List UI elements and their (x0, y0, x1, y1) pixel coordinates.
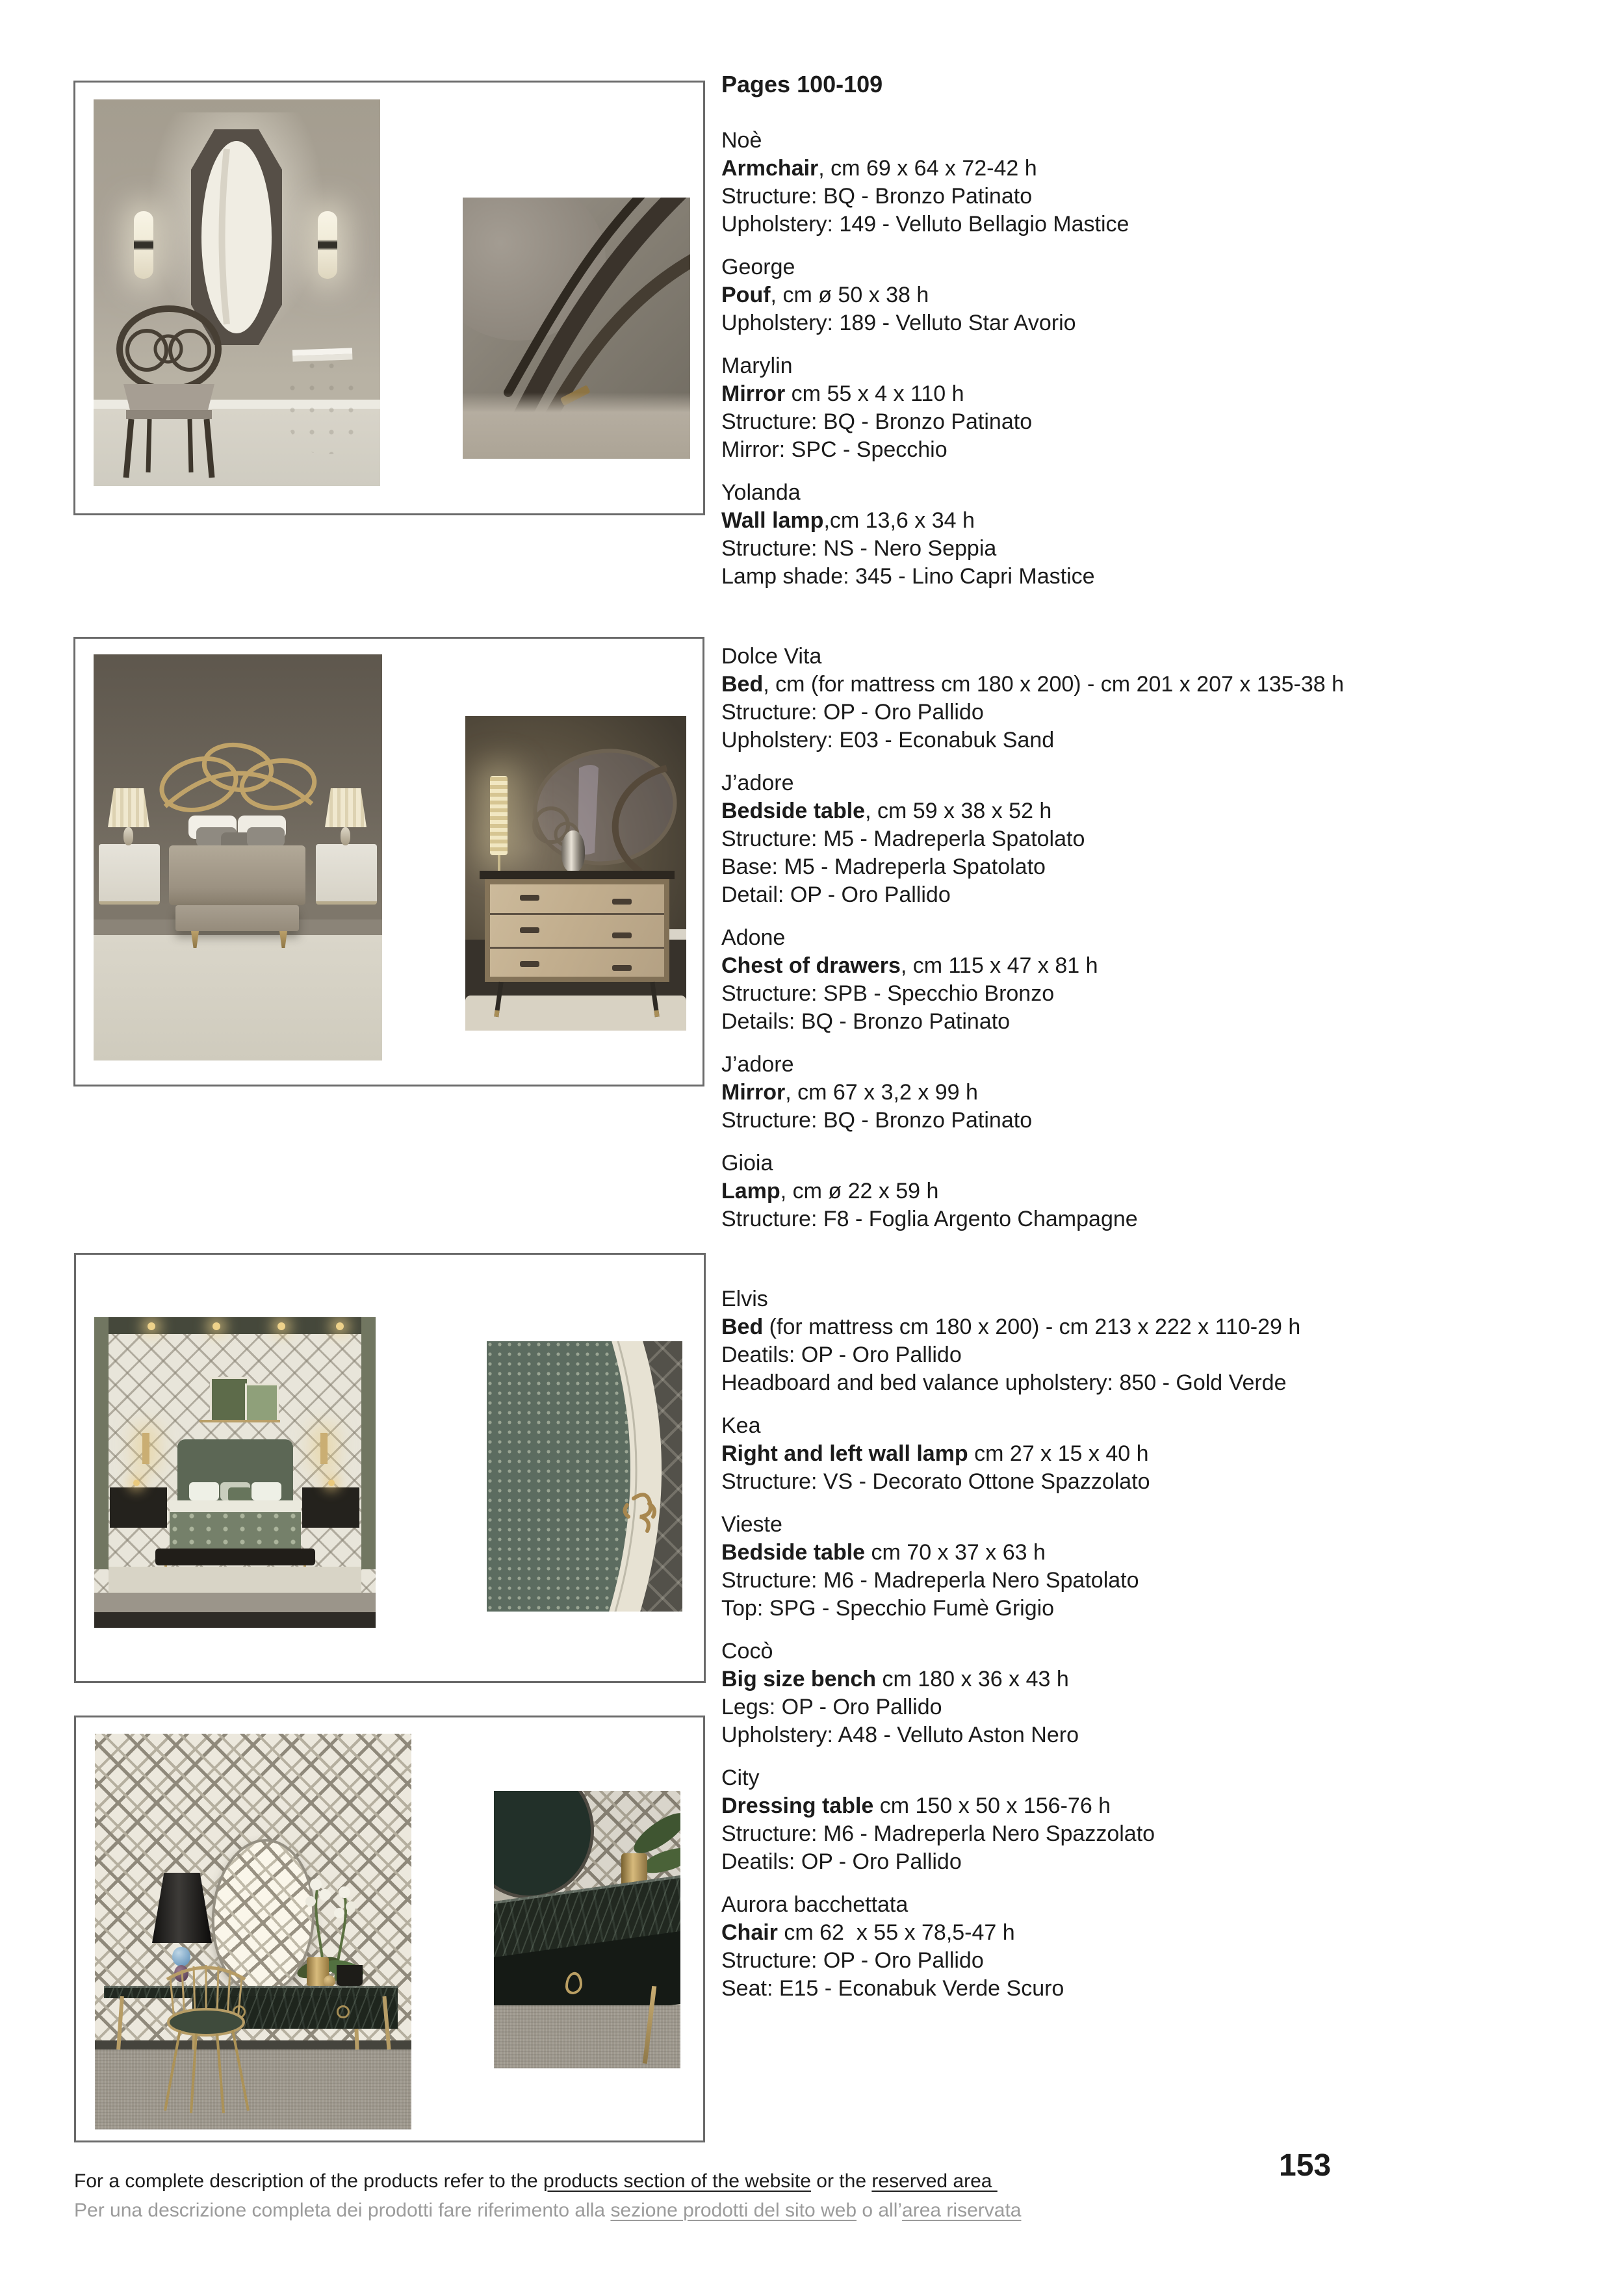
drawer-handle (520, 895, 539, 901)
nightstand-right (302, 1487, 359, 1528)
footer-it-text: o all’ (857, 2200, 903, 2221)
ceiling-light (148, 1322, 155, 1330)
product-detail: Structure: M6 - Madreperla Nero Spatolato (721, 1568, 1139, 1593)
product-dims (721, 281, 1521, 309)
product-name: Elvis (721, 1287, 768, 1311)
product-gioia-lamp (721, 1150, 1521, 1233)
product-aurora-chair (721, 1891, 1521, 2003)
link-products-section[interactable]: products section of the website (543, 2170, 811, 2192)
drawer-divider-2 (490, 947, 664, 949)
pillow (189, 1482, 219, 1500)
wall-art-1 (210, 1377, 249, 1422)
product-detail: Headboard and bed valance upholstery: 850 - Gold Verde (721, 1370, 1287, 1395)
product-dims (721, 1440, 1521, 1468)
ceiling-light (213, 1322, 220, 1330)
drawer-handle (612, 965, 632, 971)
bed-blanket-floral (170, 1512, 301, 1550)
product-detail: Structure: VS - Decorato Ottone Spazzolato (721, 1469, 1150, 1494)
product-detail: Upholstery: 189 - Velluto Star Avorio (721, 311, 1076, 335)
coco-bench (155, 1549, 315, 1565)
drawer-handle (612, 932, 632, 938)
product-name: Yolanda (721, 480, 801, 505)
product-type: Big size bench (721, 1667, 877, 1691)
product-name: Dolce Vita (721, 644, 822, 669)
product-type: Right and left wall lamp (721, 1441, 968, 1466)
product-kea-wall-lamp (721, 1412, 1521, 1496)
drawer-handle-ring (337, 2005, 350, 2018)
table-leg (354, 2029, 359, 2050)
wall-art-2 (245, 1383, 279, 1422)
product-detail: Upholstery: E03 - Econabuk Sand (721, 728, 1055, 752)
product-detail: Deatils: OP - Oro Pallido (721, 1343, 962, 1367)
nightstand-left (99, 844, 160, 905)
product-detail: Upholstery: A48 - Velluto Aston Nero (721, 1723, 1079, 1747)
wall-sconce-left (134, 211, 153, 279)
ceiling-band (109, 1317, 361, 1334)
photo-elvis-headboard-detail (487, 1341, 682, 1612)
kea-wall-lamp-left (142, 1433, 149, 1464)
lamp-shade-cone (152, 1873, 212, 1943)
product-detail: Seat: E15 - Econabuk Verde Scuro (721, 1976, 1064, 2001)
product-size: cm 70 x 37 x 63 h (865, 1540, 1046, 1565)
kea-wall-lamp-right (320, 1433, 328, 1464)
footer-en-text: or the (810, 2170, 872, 2192)
product-type: Pouf (721, 283, 771, 307)
product-detail: Structure: BQ - Bronzo Patinato (721, 409, 1033, 434)
product-size: , cm ø 22 x 59 h (780, 1179, 939, 1203)
pages-range-heading: Pages 100-109 (721, 71, 883, 97)
pillow-green (228, 1487, 251, 1502)
product-detail: Structure: M6 - Madreperla Nero Spazzolato (721, 1821, 1155, 1846)
nightstand-lamp-right (328, 1480, 335, 1486)
product-detail: Legs: OP - Oro Pallido (721, 1695, 942, 1719)
chest-body (485, 879, 669, 982)
ceiling-light (277, 1322, 285, 1330)
product-type: Dressing table (721, 1793, 874, 1818)
drawer-handle (612, 899, 632, 905)
product-type: Bedside table (721, 799, 866, 823)
product-size: ,cm 13,6 x 34 h (823, 508, 975, 533)
product-name: Aurora bacchettata (721, 1892, 909, 1917)
books-stack (292, 348, 352, 355)
product-size: , cm 115 x 47 x 81 h (900, 953, 1098, 978)
product-name: George (721, 255, 795, 279)
headboard-quilt-detail (487, 1341, 682, 1612)
wall-green-left (94, 1317, 109, 1569)
photo-box-2 (73, 637, 704, 1086)
product-dims (721, 1792, 1521, 1820)
product-jadore-mirror (721, 1051, 1521, 1135)
product-size: (for mattress cm 180 x 200) - cm 213 x 222 x 110-29 h (763, 1315, 1301, 1339)
product-coco-bench (721, 1638, 1521, 1749)
product-dims (721, 1539, 1521, 1567)
product-noe-armchair (721, 127, 1521, 238)
drawer-handle-drop (565, 1971, 582, 1996)
drawer-handle (520, 961, 539, 967)
product-dims (721, 671, 1521, 699)
link-area-riservata[interactable]: area riservata (902, 2200, 1022, 2221)
ceiling-light (336, 1322, 344, 1330)
product-type: Chest of drawers (721, 953, 901, 978)
product-size: cm 55 x 4 x 110 h (785, 381, 964, 406)
photo-box-4 (74, 1716, 705, 2142)
product-name: Marylin (721, 353, 793, 378)
product-name: Kea (721, 1413, 761, 1438)
product-name: City (721, 1766, 760, 1790)
footer-line-en (74, 2166, 1309, 2196)
product-dims (721, 1919, 1521, 1947)
product-detail: Lamp shade: 345 - Lino Capri Mastice (721, 564, 1095, 589)
product-dims (721, 155, 1521, 183)
product-size: , cm (for mattress cm 180 x 200) - cm 201 x 207 x 135-38 h (763, 672, 1345, 697)
section-elvis-group (721, 1285, 1521, 2018)
product-size: , cm 69 x 64 x 72-42 h (818, 156, 1037, 181)
product-size: cm 150 x 50 x 156-76 h (873, 1793, 1111, 1818)
product-dims (721, 1079, 1521, 1107)
product-detail: Deatils: OP - Oro Pallido (721, 1849, 962, 1874)
carpet (463, 392, 690, 459)
wall-green-right (361, 1317, 376, 1569)
aurora-chair (151, 1960, 261, 2116)
product-detail: Structure: F8 - Foglia Argento Champagne (721, 1207, 1138, 1231)
drawer-handle (520, 927, 539, 933)
bed-blanket (169, 845, 305, 905)
product-name: Adone (721, 925, 786, 950)
product-detail: Structure: BQ - Bronzo Patinato (721, 1108, 1033, 1133)
nightstand-right (316, 844, 377, 905)
pillow (251, 1482, 281, 1500)
photo-city-table-detail (494, 1791, 680, 2068)
rug-light (109, 1567, 361, 1593)
product-type: Bed (721, 1315, 764, 1339)
product-detail: Mirror: SPC - Specchio (721, 437, 947, 462)
carpet (94, 935, 382, 1060)
product-type: Bedside table (721, 1540, 866, 1565)
table-lamp-right-shade (325, 788, 367, 827)
section-pages-100-109 (721, 70, 1521, 606)
product-type: Mirror (721, 381, 786, 406)
product-size: cm 27 x 15 x 40 h (968, 1441, 1149, 1466)
product-dims (721, 797, 1521, 825)
page-number: 153 (1279, 2148, 1332, 2183)
product-adone-chest (721, 924, 1521, 1036)
product-type: Mirror (721, 1080, 786, 1105)
product-dolcevita-bed (721, 643, 1521, 754)
table-lamp-left-shade (108, 788, 149, 827)
product-detail: Structure: OP - Oro Pallido (721, 1948, 984, 1973)
product-name: Vieste (721, 1512, 782, 1537)
pillow-gray-right (247, 827, 285, 847)
product-jadore-bedside-table (721, 769, 1521, 909)
section-dolce-vita-group (721, 643, 1521, 1248)
product-type: Bed (721, 672, 764, 697)
product-size: , cm ø 50 x 38 h (770, 283, 929, 307)
nightstand-left (110, 1487, 167, 1528)
product-elvis-bed (721, 1285, 1521, 1397)
product-type: Armchair (721, 156, 819, 181)
table-lamp-left-base (123, 827, 133, 845)
photo-adone-chest (465, 716, 686, 1031)
shelf (200, 1420, 280, 1422)
product-dims (721, 952, 1521, 980)
photo-dolcevita-bedroom (94, 654, 382, 1060)
product-name: J’adore (721, 1052, 794, 1077)
footer-line-it (74, 2196, 1309, 2225)
product-name: Noè (721, 128, 762, 153)
product-marylin-mirror (721, 352, 1521, 464)
bed-base (175, 905, 299, 931)
product-detail: Structure: M5 - Madreperla Spatolato (721, 827, 1085, 851)
product-detail: Upholstery: 149 - Velluto Bellagio Mastice (721, 212, 1129, 237)
armchair (104, 298, 240, 484)
rug-gray (94, 1593, 376, 1612)
floor-dark-strip (94, 1612, 376, 1628)
orchid-pot (337, 1965, 363, 1986)
product-name: Cocò (721, 1639, 773, 1664)
product-size: cm 62 x 55 x 78,5-47 h (777, 1920, 1015, 1945)
crystal-lamp (490, 776, 508, 855)
link-sezione-prodotti[interactable]: sezione prodotti del sito web (610, 2200, 857, 2221)
footer (74, 2166, 1309, 2225)
product-dims (721, 1313, 1521, 1341)
product-city-dressing-table (721, 1764, 1521, 1876)
photo-box-1 (73, 81, 705, 515)
photo-city-dressing-room (95, 1734, 411, 2129)
product-dims (721, 1665, 1521, 1693)
product-george-pouf (721, 253, 1521, 337)
table-lamp-right-base (341, 827, 350, 845)
product-detail: Top: SPG - Specchio Fumè Grigio (721, 1596, 1055, 1621)
photo-box-3 (74, 1253, 706, 1683)
product-dims (721, 380, 1521, 408)
product-size: , cm 59 x 38 x 52 h (865, 799, 1052, 823)
vase (561, 830, 585, 872)
footer-it-text: Per una descrizione completa dei prodotti fare riferimento alla (74, 2200, 611, 2221)
wall-sconce-right (318, 211, 337, 279)
link-reserved-area[interactable]: reserved area (871, 2170, 998, 2192)
product-size: , cm 67 x 3,2 x 99 h (785, 1080, 978, 1105)
photo-noe-room (94, 99, 380, 486)
footer-en-text: For a complete description of the products refer to the (74, 2170, 544, 2192)
product-detail: Structure: OP - Oro Pallido (721, 700, 984, 725)
photo-armchair-detail (463, 198, 690, 459)
product-dims (721, 1177, 1521, 1205)
product-detail: Structure: BQ - Bronzo Patinato (721, 184, 1033, 209)
product-name: J’adore (721, 771, 794, 795)
product-detail: Details: BQ - Bronzo Patinato (721, 1009, 1011, 1034)
product-vieste-bedside-table (721, 1511, 1521, 1623)
nightstand-lamp-left (133, 1480, 140, 1486)
chest-top (480, 871, 675, 879)
product-type: Chair (721, 1920, 778, 1945)
gold-swirl-headboard (152, 727, 324, 826)
photo-elvis-bedroom (94, 1317, 376, 1628)
product-size: cm 180 x 36 x 43 h (876, 1667, 1069, 1691)
product-type: Wall lamp (721, 508, 824, 533)
product-detail: Structure: SPB - Specchio Bronzo (721, 981, 1055, 1006)
jadore-mirror (517, 742, 680, 885)
product-detail: Base: M5 - Madreperla Spatolato (721, 855, 1046, 879)
product-detail: Detail: OP - Oro Pallido (721, 882, 951, 907)
product-type: Lamp (721, 1179, 780, 1203)
pouf (286, 358, 365, 454)
product-detail: Structure: NS - Nero Seppia (721, 536, 997, 561)
product-dims (721, 507, 1521, 535)
product-name: Gioia (721, 1151, 773, 1176)
drawer-divider-1 (490, 913, 664, 915)
product-yolanda-wall-lamp (721, 479, 1521, 591)
